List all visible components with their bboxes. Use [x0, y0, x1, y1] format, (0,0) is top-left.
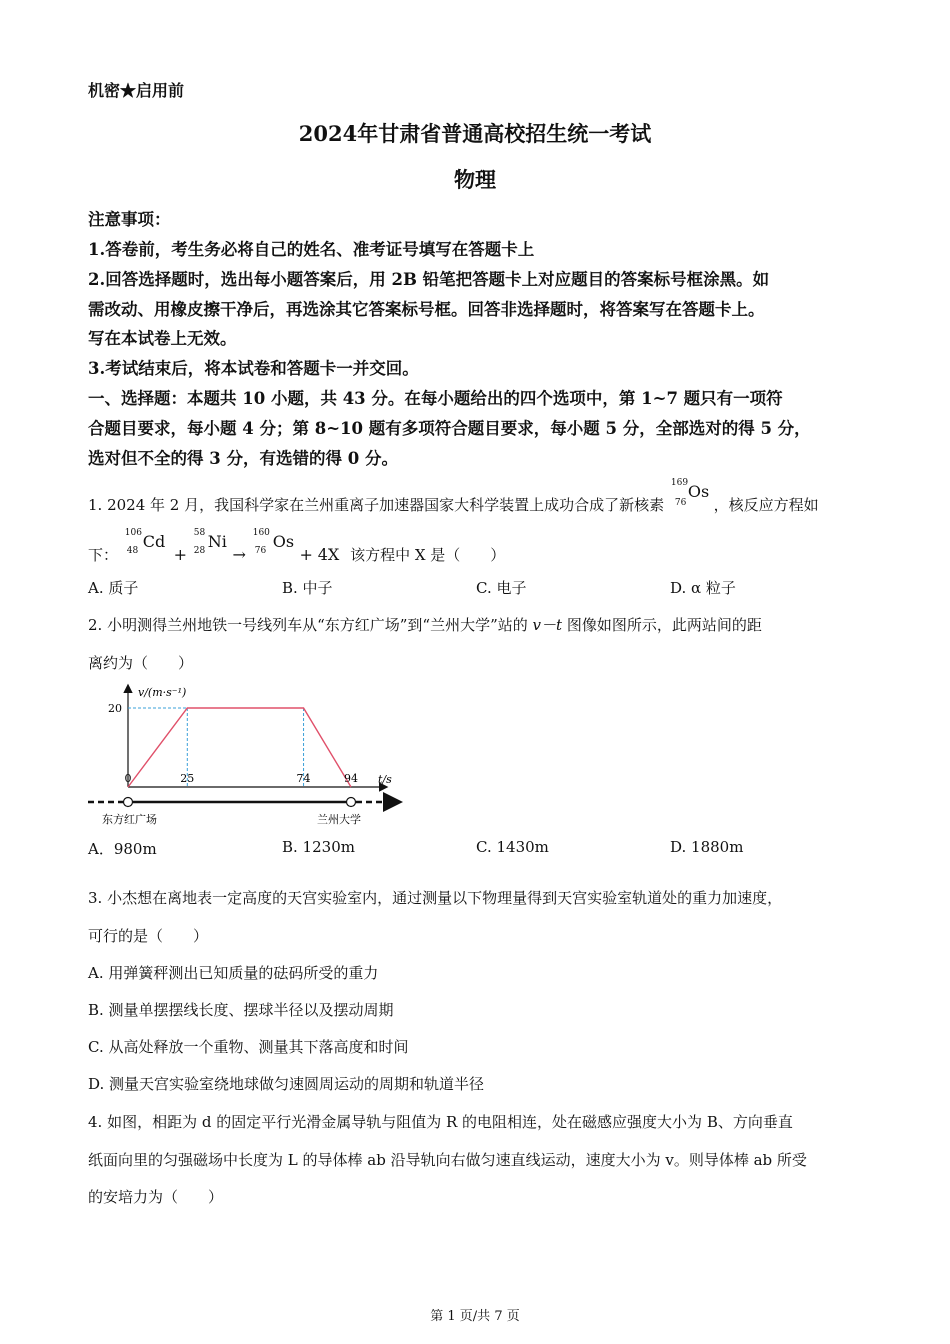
- mass-number: 169: [670, 478, 689, 488]
- question-1-ask: 该方程中 X 是（ ）: [350, 546, 506, 564]
- x-axis-label: t/s: [378, 773, 392, 786]
- atomic-number: 76: [674, 498, 687, 508]
- notice-heading: 注意事项：: [88, 210, 171, 229]
- q3-option-a[interactable]: A. 用弹簧秤测出已知质量的砝码所受的重力: [88, 964, 379, 982]
- notice-item: 1.答卷前，考生务必将自己的姓名、准考证号填写在答题卡上: [88, 240, 535, 259]
- q1-option-b[interactable]: B. 中子: [282, 579, 333, 597]
- q1-option-c[interactable]: C. 电子: [476, 579, 527, 597]
- nuclide-ni: [192, 528, 228, 560]
- plus-sign: +: [299, 545, 313, 564]
- section-instructions: 选对但不全的得 3 分，有选错的得 0 分。: [88, 449, 398, 468]
- section-instructions: 合题目要求，每小题 4 分；第 8~10 题有多项符合题目要求，每小题 5 分，全部选对的得 5 分，: [88, 419, 811, 438]
- atomic-number: 48: [126, 546, 139, 556]
- question-2-text: 2. 小明测得兰州地铁一号线列车从“东方红广场”到“兰州大学”站的: [88, 616, 528, 634]
- y-axis-label: v/(m·s⁻¹): [138, 686, 187, 699]
- vt-symbol: v－t: [532, 616, 563, 634]
- subject-title: 物理: [454, 167, 496, 192]
- station-start-marker: [124, 798, 133, 807]
- notice-item: 需改动、用橡皮擦干净后，再选涂其它答案标号框。回答非选择题时，将答案写在答题卡上。: [88, 300, 765, 319]
- station-start-label: 东方红广场: [102, 813, 157, 826]
- atomic-number: 76: [254, 546, 267, 556]
- element-symbol: Cd: [142, 532, 166, 551]
- question-4-line1: 4. 如图，相距为 d 的固定平行光滑金属导轨与阻值为 R 的电阻相连，处在磁感应强度大小为 B、方向垂直: [88, 1113, 793, 1131]
- question-2-line2: 离约为（ ）: [88, 654, 194, 672]
- exam-title: 2024年甘肃省普通高校招生统一考试: [298, 121, 652, 146]
- question-3-line2: 可行的是（ ）: [88, 927, 209, 945]
- q2-option-a[interactable]: A．980m: [88, 840, 157, 858]
- notice-item: 3.考试结束后，将本试卷和答题卡一并交回。: [88, 359, 419, 378]
- notice-item: 写在本试卷上无效。: [88, 329, 237, 348]
- element-symbol: Os: [687, 482, 710, 501]
- question-1-text: 1. 2024 年 2 月，我国科学家在兰州重离子加速器国家大科学装置上成功合成了新核素: [88, 496, 665, 514]
- product-4x: 4X: [317, 545, 340, 564]
- question-1-line2: [88, 528, 506, 565]
- question-3-line1: 3. 小杰想在离地表一定高度的天宫实验室内，通过测量以下物理量得到天宫实验室轨道处的重力加速度，: [88, 889, 783, 907]
- question-1-line1: [88, 478, 819, 515]
- q2-option-b[interactable]: B. 1230m: [282, 838, 355, 856]
- element-symbol: Ni: [207, 532, 227, 551]
- station-end-marker: [347, 798, 356, 807]
- confidential-label: 机密★启用前: [88, 81, 185, 100]
- question-2-line1: [88, 614, 762, 635]
- reaction-arrow: →: [232, 545, 246, 564]
- q2-option-c[interactable]: C. 1430m: [476, 838, 549, 856]
- q3-option-d[interactable]: D. 测量天宫实验室绕地球做匀速圆周运动的周期和轨道半径: [88, 1075, 485, 1093]
- vt-chart: [86, 680, 416, 830]
- question-2-text-end: 图像如图所示，此两站间的距: [566, 616, 762, 634]
- question-1-prefix: 下：: [88, 546, 119, 564]
- section-instructions: 一、选择题：本题共 10 小题，共 43 分。在每小题给出的四个选项中，第 1~7 题只有一项符: [88, 389, 783, 408]
- page-footer: 第 1 页/共 7 页: [430, 1309, 520, 1324]
- x-tick-label: 94: [344, 772, 358, 785]
- mass-number: 58: [193, 528, 206, 538]
- q1-option-a[interactable]: A. 质子: [88, 579, 139, 597]
- station-end-label: 兰州大学: [317, 813, 361, 826]
- q3-option-c[interactable]: C. 从高处释放一个重物、测量其下落高度和时间: [88, 1038, 409, 1056]
- question-4-line2: 纸面向里的匀强磁场中长度为 L 的导体棒 ab 沿导轨向右做匀速直线运动，速度大小为 v。则导体棒 ab 所受: [88, 1151, 807, 1169]
- x-tick-label: 0: [124, 772, 132, 785]
- q1-option-d[interactable]: D. α 粒子: [670, 579, 736, 597]
- nuclide-os-169: [669, 478, 710, 510]
- x-tick-label: 74: [296, 772, 311, 785]
- mass-number: 106: [124, 528, 142, 538]
- plus-sign: +: [173, 545, 187, 564]
- question-1-text-end: ，核反应方程如: [713, 496, 819, 514]
- nuclide-cd: [123, 528, 169, 560]
- nuclide-os-160: [251, 528, 295, 560]
- question-4-line3: 的安培力为（ ）: [88, 1188, 224, 1206]
- y-tick-label: 20: [108, 702, 122, 715]
- element-symbol: Os: [272, 532, 295, 551]
- notice-item: 2.回答选择题时，选出每小题答案后，用 2B 铅笔把答题卡上对应题目的答案标号框涂黑。如: [88, 270, 770, 289]
- mass-number: 160: [252, 528, 270, 538]
- atomic-number: 28: [193, 546, 206, 556]
- q3-option-b[interactable]: B. 测量单摆摆线长度、摆球半径以及摆动周期: [88, 1001, 394, 1019]
- x-tick-label: 25: [180, 772, 195, 785]
- q2-option-d[interactable]: D. 1880m: [670, 838, 744, 856]
- series-line-velocity: [128, 708, 351, 787]
